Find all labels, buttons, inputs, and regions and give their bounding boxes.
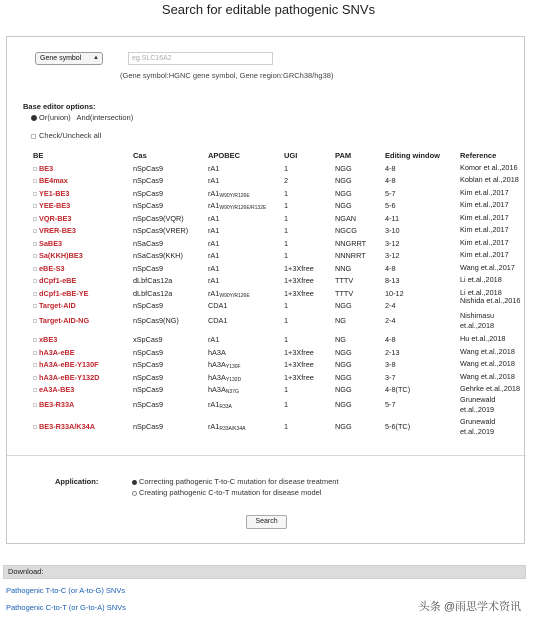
- cell-editing-window: 4-8: [385, 264, 396, 273]
- checkbox-icon: [33, 363, 37, 367]
- cell-ugi: 1: [284, 201, 289, 210]
- cell-reference: Hu et.al.,2018: [460, 334, 506, 343]
- cell-apobec: [208, 315, 227, 327]
- apobec-name: hA3A: [208, 348, 226, 357]
- divider: [7, 455, 526, 456]
- apobec-name: CDA1: [208, 316, 228, 325]
- col-pam: PAM: [335, 151, 352, 160]
- col-editing-window: Editing window: [385, 151, 440, 160]
- table-row: [7, 384, 526, 396]
- cell-reference: Li et.al.,2018: [460, 288, 502, 297]
- cell-reference: Nishida et.al.,2016: [460, 296, 521, 305]
- cell-editing-window: 4-8(TC): [385, 385, 411, 394]
- cell-editing-window: 4-11: [385, 214, 400, 223]
- cell-apobec: [208, 175, 219, 187]
- apobec-mutation: R33A: [219, 404, 232, 410]
- select-value: Gene symbol: [40, 55, 82, 62]
- cell-apobec: [208, 300, 227, 312]
- cell-pam: NG: [335, 335, 346, 344]
- search-hint: (Gene symbol:HGNC gene symbol, Gene region:GRCh38/hg38): [120, 71, 334, 80]
- cell-cas: nSaCas9(KKH): [133, 251, 183, 260]
- radio-checked-icon: [132, 480, 137, 485]
- cell-editing-window: 2-4: [385, 301, 396, 310]
- table-row: [7, 359, 526, 371]
- cell-ugi: 1: [284, 251, 289, 260]
- apobec-mutation: W90Y/R126E/R132E: [219, 205, 267, 211]
- cell-ugi: 1: [284, 226, 289, 235]
- base-editor-name: YE1-BE3: [39, 189, 70, 198]
- base-editor-checkbox[interactable]: [33, 188, 69, 200]
- base-editor-checkbox[interactable]: [33, 372, 99, 384]
- apobec-name: rA1: [208, 289, 220, 298]
- base-editor-name: eBE-S3: [39, 264, 65, 273]
- base-editor-checkbox[interactable]: [33, 200, 70, 212]
- cell-apobec: [208, 384, 239, 398]
- cell-reference: Kim et.al.,2017: [460, 188, 509, 197]
- checkbox-icon: [33, 351, 37, 355]
- cell-ugi: 1: [284, 335, 289, 344]
- download-header: Download:: [3, 565, 526, 579]
- cell-reference: Wang et.al.,2018: [460, 372, 515, 381]
- cell-reference: Grunewald et.al.,2019: [460, 395, 496, 414]
- cell-cas: nSpCas9: [133, 164, 164, 173]
- cell-reference: Kim et.al.,2017: [460, 200, 509, 209]
- cell-editing-window: 10-12: [385, 289, 404, 298]
- cell-pam: NGCG: [335, 226, 357, 235]
- checkbox-icon: [33, 425, 37, 429]
- cell-editing-window: 5-7: [385, 400, 396, 409]
- cell-cas: nSpCas9: [133, 189, 164, 198]
- base-editor-checkbox[interactable]: [33, 263, 65, 275]
- base-editor-checkbox[interactable]: [33, 275, 76, 287]
- apobec-name: rA1: [208, 400, 220, 409]
- checkbox-icon: [31, 134, 36, 139]
- apobec-name: hA3A: [208, 385, 226, 394]
- apobec-mutation: Y130F: [225, 364, 241, 370]
- apobec-name: rA1: [208, 422, 220, 431]
- cell-apobec: [208, 421, 246, 435]
- search-button[interactable]: Search: [246, 515, 287, 529]
- base-editor-name: xBE3: [39, 335, 58, 344]
- cell-pam: NG: [335, 316, 346, 325]
- cell-ugi: 1: [284, 385, 289, 394]
- cell-apobec: [208, 250, 219, 262]
- cell-pam: NNNRRT: [335, 251, 366, 260]
- cell-ugi: 1+3Xfree: [284, 264, 314, 273]
- cell-editing-window: 8-13: [385, 276, 400, 285]
- cell-ugi: 1+3Xfree: [284, 276, 314, 285]
- cell-editing-window: 3-12: [385, 251, 400, 260]
- cell-editing-window: 4-8: [385, 176, 396, 185]
- cell-reference: Kim et.al.,2017: [460, 238, 509, 247]
- cell-ugi: 1+3Xfree: [284, 360, 314, 369]
- cell-ugi: 2: [284, 176, 289, 185]
- cell-cas: nSpCas9: [133, 400, 164, 409]
- checkbox-icon: [33, 279, 37, 283]
- checkbox-icon: [33, 376, 37, 380]
- apobec-name: rA1: [208, 335, 220, 344]
- apobec-name: rA1: [208, 201, 220, 210]
- table-row: [7, 417, 526, 436]
- cell-editing-window: 2-4: [385, 316, 396, 325]
- base-editor-checkbox[interactable]: [33, 175, 68, 187]
- table-row: [7, 263, 526, 275]
- apobec-mutation: W90Y/R126E: [219, 193, 250, 199]
- cell-pam: NNGRRT: [335, 239, 367, 248]
- cell-pam: NGG: [335, 373, 352, 382]
- cell-pam: NGG: [335, 201, 352, 210]
- base-editor-name: YEE-BE3: [39, 201, 71, 210]
- col-ugi: UGI: [284, 151, 298, 160]
- base-editor-checkbox[interactable]: [33, 421, 95, 433]
- cell-cas: dLbfCas12a: [133, 289, 173, 298]
- col-cas: Cas: [133, 151, 147, 160]
- base-editor-checkbox[interactable]: [33, 288, 88, 300]
- table-row: [7, 347, 526, 359]
- base-editor-name: Sa(KKH)BE3: [39, 251, 83, 260]
- apobec-mutation: R33A/K34A: [219, 426, 246, 432]
- cell-editing-window: 3-12: [385, 239, 400, 248]
- cell-reference: Kim et.al.,2017: [460, 213, 509, 222]
- base-editor-checkbox[interactable]: [33, 359, 99, 371]
- cell-cas: nSpCas9: [133, 373, 164, 382]
- base-editor-checkbox[interactable]: [33, 213, 71, 225]
- application-label: Application:: [55, 477, 99, 486]
- cell-reference: Kim et.al.,2017: [460, 250, 509, 259]
- base-editor-checkbox[interactable]: [33, 384, 74, 396]
- cell-ugi: 1: [284, 164, 289, 173]
- apobec-name: rA1: [208, 164, 220, 173]
- cell-reference: Koblan et al.,2018: [460, 175, 519, 184]
- cell-apobec: [208, 399, 232, 413]
- cell-reference: Wang et.al.,2018: [460, 359, 515, 368]
- checkbox-icon: [33, 319, 37, 323]
- base-editor-name: BE3: [39, 164, 54, 173]
- cell-ugi: 1: [284, 189, 289, 198]
- table-row: [7, 334, 526, 346]
- base-editor-name: Target-AID: [39, 301, 76, 310]
- checkbox-icon: [33, 167, 37, 171]
- cell-ugi: 1+3Xfree: [284, 289, 314, 298]
- cell-editing-window: 5-6(TC): [385, 422, 411, 431]
- checkbox-icon: [33, 204, 37, 208]
- table-row: [7, 288, 526, 300]
- base-editor-checkbox[interactable]: [33, 399, 74, 411]
- cell-editing-window: 3-7: [385, 373, 396, 382]
- checkbox-icon: [33, 179, 37, 183]
- base-editor-checkbox[interactable]: [33, 315, 89, 327]
- cell-reference: Kim et.al.,2017: [460, 225, 509, 234]
- cell-pam: NGG: [335, 189, 352, 198]
- checkbox-icon: [33, 192, 37, 196]
- apobec-name: rA1: [208, 251, 220, 260]
- cell-reference: Gehrke et.al.,2018: [460, 384, 521, 393]
- cell-pam: TTTV: [335, 289, 354, 298]
- checkbox-icon: [33, 403, 37, 407]
- table-row: [7, 395, 526, 414]
- cell-ugi: 1: [284, 239, 289, 248]
- base-editor-checkbox[interactable]: [33, 250, 83, 262]
- cell-pam: NGG: [335, 348, 352, 357]
- cell-cas: nSpCas9: [133, 201, 164, 210]
- cell-reference: Grunewald et.al.,2019: [460, 417, 496, 436]
- cell-reference: Komor et al.,2016: [460, 163, 518, 172]
- cell-reference: Wang et.al.,2018: [460, 347, 515, 356]
- apobec-name: rA1: [208, 189, 220, 198]
- radio-checked-icon: [31, 115, 37, 121]
- base-editor-checkbox[interactable]: [33, 334, 57, 346]
- col-apobec: APOBEC: [208, 151, 241, 160]
- cell-cas: nSpCas9: [133, 264, 164, 273]
- apobec-name: rA1: [208, 239, 220, 248]
- apobec-name: rA1: [208, 214, 220, 223]
- apobec-mutation: N37G: [225, 389, 239, 395]
- search-type-select[interactable]: [35, 52, 103, 65]
- base-editor-name: BE4max: [39, 176, 68, 185]
- cell-apobec: [208, 238, 219, 250]
- cell-editing-window: 4-8: [385, 164, 396, 173]
- table-row: [7, 175, 526, 187]
- base-editor-checkbox[interactable]: [33, 163, 53, 175]
- cell-reference: Nishimasu et.al.,2018: [460, 311, 495, 330]
- table-row: [7, 238, 526, 250]
- radio-or[interactable]: Or(union): [31, 113, 71, 122]
- page-title: Search for editable pathogenic SNVs: [161, 2, 376, 17]
- checkbox-icon: [33, 292, 37, 296]
- base-editor-name: BE3-R33A/K34A: [39, 422, 95, 431]
- cell-cas: nSpCas9: [133, 176, 164, 185]
- table-row: [7, 188, 526, 200]
- table-row: [7, 250, 526, 262]
- checkbox-icon: [33, 217, 37, 221]
- cell-ugi: 1: [284, 316, 289, 325]
- base-editor-name: hA3A-eBE: [39, 348, 75, 357]
- apobec-name: hA3A: [208, 360, 226, 369]
- base-editor-name: eA3A-BE3: [39, 385, 75, 394]
- table-row: [7, 200, 526, 212]
- cell-cas: nSpCas9: [133, 422, 164, 431]
- cell-cas: nSpCas9: [133, 301, 164, 310]
- cell-ugi: 1: [284, 422, 289, 431]
- base-editor-options-title: Base editor options:: [23, 102, 96, 111]
- base-editor-name: VQR-BE3: [39, 214, 72, 223]
- checkbox-icon: [33, 242, 37, 246]
- cell-cas: nSpCas9: [133, 385, 164, 394]
- cell-ugi: 1+3Xfree: [284, 373, 314, 382]
- gene-search-input[interactable]: [128, 52, 273, 65]
- apobec-mutation: W90Y/R126E: [219, 293, 250, 299]
- table-row: [7, 225, 526, 237]
- cell-apobec: [208, 347, 226, 359]
- radio-and[interactable]: And(intersection): [76, 113, 134, 122]
- cell-apobec: [208, 359, 241, 373]
- apobec-name: CDA1: [208, 301, 228, 310]
- apobec-name: rA1: [208, 264, 220, 273]
- base-editor-checkbox[interactable]: [33, 300, 76, 312]
- cell-apobec: [208, 225, 219, 237]
- base-editor-checkbox[interactable]: [33, 238, 62, 250]
- cell-editing-window: 2-13: [385, 348, 400, 357]
- cell-ugi: 1+3Xfree: [284, 348, 314, 357]
- cell-apobec: [208, 334, 219, 346]
- watermark: 头条 @雨思学术资讯: [418, 601, 521, 613]
- cell-cas: dLbfCas12a: [133, 276, 173, 285]
- table-row: [7, 163, 526, 175]
- search-form: [6, 36, 525, 544]
- cell-reference: Li et.al.,2018: [460, 275, 502, 284]
- col-be: BE: [33, 151, 44, 160]
- cell-cas: nSpCas9: [133, 360, 164, 369]
- base-editor-name: hA3A-eBE-Y130F: [39, 360, 99, 369]
- checkbox-icon: [33, 388, 37, 392]
- apobec-name: hA3A: [208, 373, 226, 382]
- cell-ugi: 1: [284, 400, 289, 409]
- application-option-creating[interactable]: Creating pathogenic C-to-T mutation for disease model: [132, 488, 321, 497]
- cell-pam: TTTV: [335, 276, 354, 285]
- cell-editing-window: 4-8: [385, 335, 396, 344]
- apobec-mutation: Y132D: [225, 377, 242, 383]
- cell-pam: NGG: [335, 176, 352, 185]
- cell-reference: Wang et.al.,2017: [460, 263, 515, 272]
- checkbox-icon: [33, 229, 37, 233]
- cell-cas: nSaCas9: [133, 239, 164, 248]
- cell-pam: NGG: [335, 360, 352, 369]
- cell-pam: NGG: [335, 164, 352, 173]
- table-row: [7, 311, 526, 330]
- cell-editing-window: 3-8: [385, 360, 396, 369]
- apobec-name: rA1: [208, 226, 220, 235]
- table-header: [7, 151, 526, 161]
- cell-apobec: [208, 263, 219, 275]
- base-editor-name: BE3-R33A: [39, 400, 75, 409]
- apobec-name: rA1: [208, 176, 220, 185]
- cell-ugi: 1: [284, 214, 289, 223]
- cell-pam: NGG: [335, 385, 352, 394]
- radio-unchecked-icon: [132, 491, 137, 496]
- cell-pam: NGG: [335, 422, 352, 431]
- cell-apobec: [208, 275, 219, 287]
- cell-editing-window: 3-10: [385, 226, 400, 235]
- table-row: [7, 372, 526, 384]
- cell-pam: NNG: [335, 264, 352, 273]
- check-all-toggle[interactable]: Check/Uncheck all: [31, 131, 101, 140]
- cell-apobec: [208, 163, 219, 175]
- cell-editing-window: 5-6: [385, 201, 396, 210]
- col-reference: Reference: [460, 151, 497, 160]
- checkbox-icon: [33, 304, 37, 308]
- download-link-t-to-c[interactable]: Pathogenic T-to-C (or A-to-G) SNVs: [6, 586, 126, 595]
- base-editor-name: SaBE3: [39, 239, 63, 248]
- base-editor-name: hA3A-eBE-Y132D: [39, 373, 100, 382]
- cell-cas: nSpCas9: [133, 348, 164, 357]
- checkbox-icon: [33, 267, 37, 271]
- base-editor-name: Target-AID-NG: [39, 316, 90, 325]
- cell-pam: NGG: [335, 301, 352, 310]
- cell-editing-window: 5-7: [385, 189, 396, 198]
- cell-cas: nSpCas9(VQR): [133, 214, 184, 223]
- cell-cas: nSpCas9(VRER): [133, 226, 189, 235]
- table-row: [7, 275, 526, 287]
- cell-cas: xSpCas9: [133, 335, 163, 344]
- cell-ugi: 1: [284, 301, 289, 310]
- checkbox-icon: [33, 338, 37, 342]
- base-editor-checkbox[interactable]: [33, 225, 76, 237]
- logic-radio-group: [31, 113, 133, 122]
- cell-apobec: [208, 213, 219, 225]
- apobec-name: rA1: [208, 276, 220, 285]
- select-caret-icon: ▲︎: [93, 55, 99, 61]
- base-editor-name: VRER-BE3: [39, 226, 76, 235]
- cell-pam: NGG: [335, 400, 352, 409]
- download-link-c-to-t[interactable]: Pathogenic C-to-T (or G-to-A) SNVs: [6, 603, 126, 612]
- table-row: [7, 213, 526, 225]
- base-editor-name: dCpf1-eBE-YE: [39, 289, 89, 298]
- cell-pam: NGAN: [335, 214, 357, 223]
- checkbox-icon: [33, 254, 37, 258]
- application-option-correcting[interactable]: Correcting pathogenic T-to-C mutation for disease treatment: [132, 477, 339, 486]
- base-editor-name: dCpf1-eBE: [39, 276, 77, 285]
- cell-apobec: [208, 200, 266, 214]
- base-editor-checkbox[interactable]: [33, 347, 75, 359]
- cell-cas: nSpCas9(NG): [133, 316, 179, 325]
